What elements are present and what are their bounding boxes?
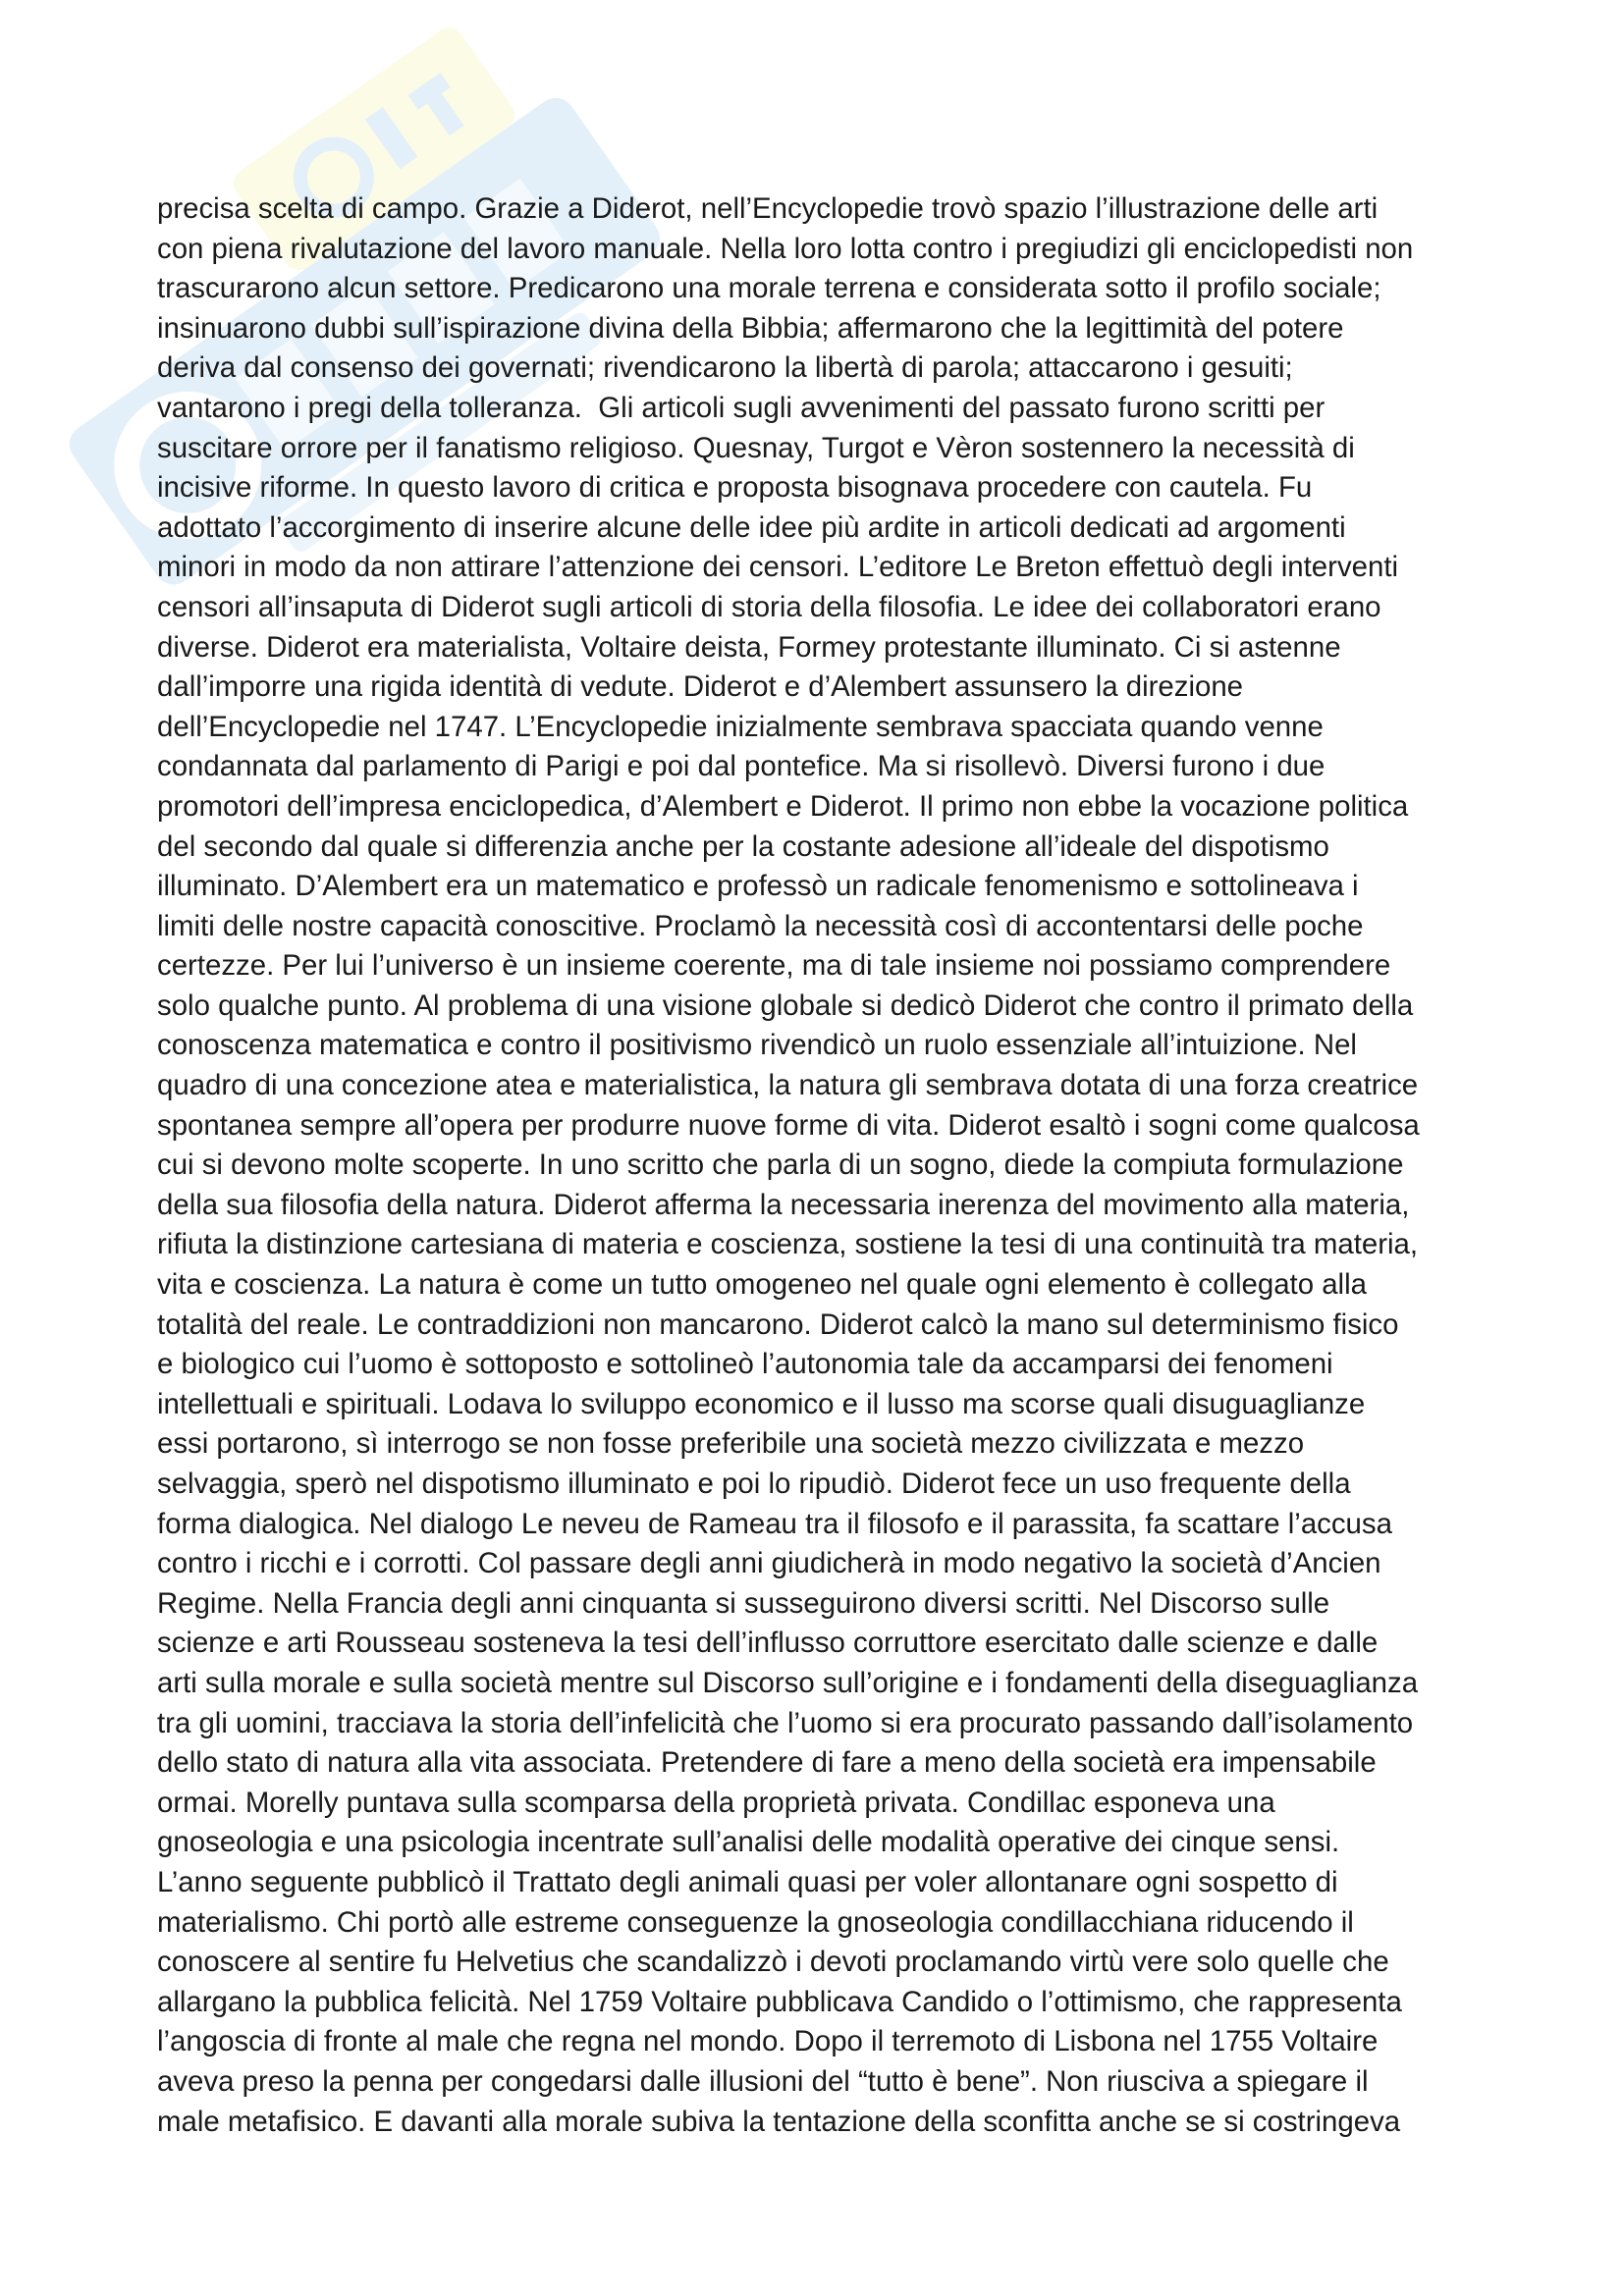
text-line: adottato l’accorgimento di inserire alcune delle idee più ardite in articoli dedicati ad argomenti	[157, 510, 1346, 544]
text-line: limiti delle nostre capacità conoscitive. Proclamò la necessità così di accontentarsi delle poche	[157, 909, 1364, 942]
text-line: forma dialogica. Nel dialogo Le neveu de Rameau tra il filosofo e il parassita, fa scattare l’accusa	[157, 1507, 1392, 1540]
text-line: vantarono i pregi della tolleranza. Gli articoli sugli avvenimenti del passato furono scritti per	[157, 391, 1325, 424]
text-line: selvaggia, sperò nel dispotismo illuminato e poi lo ripudiò. Diderot fece un uso frequente della	[157, 1468, 1351, 1500]
text-line: minori in modo da non attirare l’attenzione dei censori. L’editore Le Breton effettuò degli interventi	[157, 551, 1399, 584]
text-line: censori all’insaputa di Diderot sugli articoli di storia della filosofia. Le idee dei collaboratori erano	[157, 590, 1381, 623]
text-line: materialismo. Chi portò alle estreme conseguenze la gnoseologia condillacchiana riducendo il	[157, 1905, 1354, 1939]
text-line: deriva dal consenso dei governati; rivendicarono la libertà di parola; attaccarono i gesuiti;	[157, 351, 1293, 385]
text-line: ormai. Morelly puntava sulla scomparsa della proprietà privata. Condillac esponeva una	[157, 1786, 1275, 1819]
text-line: precisa scelta di campo. Grazie a Diderot, nell’Encyclopedie trovò spazio l’illustrazione delle arti	[157, 192, 1379, 225]
text-line: condannata dal parlamento di Parigi e poi dal pontefice. Ma si risollevò. Diversi furono i due	[157, 750, 1325, 783]
text-line: essi portarono, sì interrogo se non fosse preferibile una società mezzo civilizzata e mezzo	[157, 1427, 1305, 1461]
text-line: del secondo dal quale si differenzia anche per la costante adesione all’ideale del dispotismo	[157, 829, 1329, 863]
text-line: dell’Encyclopedie nel 1747. L’Encyclopedie inizialmente sembrava spacciata quando venne	[157, 710, 1324, 743]
text-line: tra gli uomini, tracciava la storia dell’infelicità che l’uomo si era procurato passando dall’isolamento	[157, 1706, 1414, 1739]
text-line: solo qualche punto. Al problema di una visione globale si dedicò Diderot che contro il primato della	[157, 988, 1414, 1022]
text-line: promotori dell’impresa enciclopedica, d’Alembert e Diderot. Il primo non ebbe la vocazione politica	[157, 789, 1409, 823]
text-line: allargano la pubblica felicità. Nel 1759 Voltaire pubblicava Candido o l’ottimismo, che rappresenta	[157, 1985, 1402, 2018]
text-line: aveva preso la penna per congedarsi dalle illusioni del “tutto è bene”. Non riusciva a spiegare il	[157, 2064, 1369, 2098]
text-line: intellettuali e spirituali. Lodava lo sviluppo economico e il lusso ma scorse quali disuguaglianze	[157, 1387, 1366, 1420]
text-line: con piena rivalutazione del lavoro manuale. Nella loro lotta contro i pregiudizi gli enciclopedisti non	[157, 232, 1414, 265]
text-line: arti sulla morale e sulla società mentre sul Discorso sull’origine e i fondamenti della diseguaglianza	[157, 1666, 1419, 1699]
text-line: vita e coscienza. La natura è come un tutto omogeneo nel quale ogni elemento è collegato alla	[157, 1268, 1367, 1302]
text-line: scienze e arti Rousseau sosteneva la tesi dell’influsso corruttore esercitato dalle scienze e dalle	[157, 1627, 1379, 1660]
text-line: e biologico cui l’uomo è sottoposto e sottolineò l’autonomia tale da accamparsi dei fenomeni	[157, 1348, 1333, 1381]
text-line: spontanea sempre all’opera per produrre nuove forme di vita. Diderot esaltò i sogni come qualcosa	[157, 1108, 1420, 1142]
text-line: dall’imporre una rigida identità di vedute. Diderot e d’Alembert assunsero la direzione	[157, 670, 1244, 704]
text-line: l’angoscia di fronte al male che regna nel mondo. Dopo il terremoto di Lisbona nel 1755 Voltaire	[157, 2025, 1379, 2058]
text-line: incisive riforme. In questo lavoro di critica e proposta bisognava procedere con cautela. Fu	[157, 471, 1313, 505]
text-line: quadro di una concezione atea e materialistica, la natura gli sembrava dotata di una forza creatrice	[157, 1069, 1419, 1102]
text-line: conoscenza matematica e contro il positivismo rivendicò un ruolo essenziale all’intuizione. Nel	[157, 1029, 1357, 1062]
text-line: dello stato di natura alla vita associata. Pretendere di fare a meno della società era impensabile	[157, 1746, 1377, 1780]
text-line: gnoseologia e una psicologia incentrate sull’analisi delle modalità operative dei cinque sensi.	[157, 1826, 1340, 1859]
text-line: contro i ricchi e i corrotti. Col passare degli anni giudicherà in modo negativo la società d’Ancien	[157, 1547, 1381, 1580]
text-line: totalità del reale. Le contraddizioni non mancarono. Diderot calcò la mano sul determinismo fisico	[157, 1308, 1399, 1341]
text-line: certezze. Per lui l’universo è un insieme coerente, ma di tale insieme noi possiamo comprendere	[157, 949, 1391, 983]
body-text	[157, 189, 1492, 2142]
text-line: suscitare orrore per il fanatismo religioso. Quesnay, Turgot e Vèron sostennero la necessità di	[157, 431, 1355, 464]
text-line: conoscere al sentire fu Helvetius che scandalizzò i devoti proclamando virtù vere solo quelle che	[157, 1946, 1389, 1979]
text-line: illuminato. D’Alembert era un matematico e professò un radicale fenomenismo e sottolineava i	[157, 870, 1359, 903]
text-line: insinuarono dubbi sull’ispirazione divina della Bibbia; affermarono che la legittimità del potere	[157, 311, 1344, 345]
text-line: cui si devono molte scoperte. In uno scritto che parla di un sogno, diede la compiuta formulazione	[157, 1148, 1404, 1182]
text-line: diverse. Diderot era materialista, Voltaire deista, Formey protestante illuminato. Ci si astenne	[157, 630, 1341, 664]
text-line: Regime. Nella Francia degli anni cinquanta si susseguirono diversi scritti. Nel Discorso sulle	[157, 1586, 1330, 1620]
text-line: della sua filosofia della natura. Diderot afferma la necessaria inerenza del movimento alla materia,	[157, 1188, 1410, 1221]
text-line: trascurarono alcun settore. Predicarono una morale terrena e considerata sotto il profilo sociale;	[157, 272, 1381, 305]
text-line: rifiuta la distinzione cartesiana di materia e coscienza, sostiene la tesi di una continuità tra materia,	[157, 1228, 1419, 1261]
text-line: male metafisico. E davanti alla morale subiva la tentazione della sconfitta anche se si costringeva	[157, 2105, 1401, 2138]
text-line: L’anno seguente pubblicò il Trattato degli animali quasi per voler allontanare ogni sospetto di	[157, 1865, 1338, 1898]
